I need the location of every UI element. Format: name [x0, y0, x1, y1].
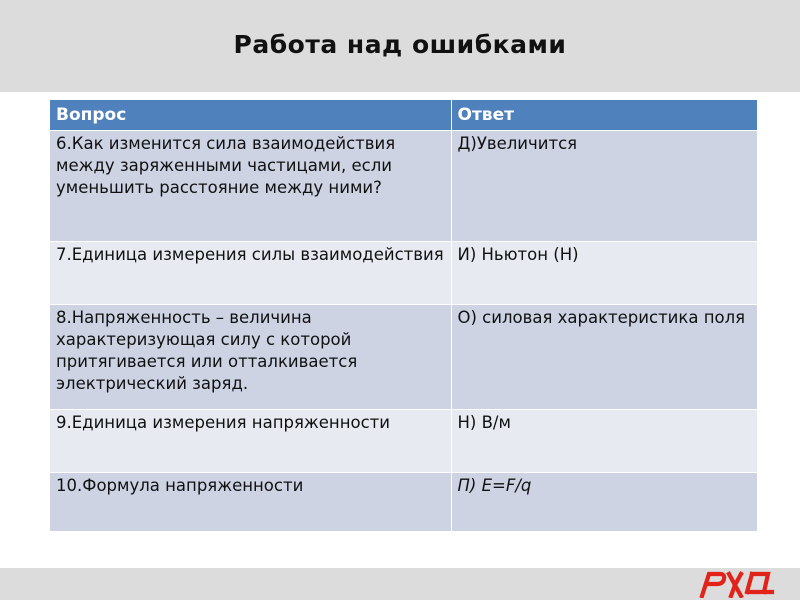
rzd-logo-icon	[698, 570, 778, 598]
table-row	[50, 410, 757, 473]
header-question: Вопрос	[50, 100, 451, 131]
answer-cell: Д)Увеличится	[451, 131, 757, 242]
question-cell: 7.Единица измерения силы взаимодействия	[50, 242, 451, 305]
qa-table	[50, 100, 758, 531]
question-cell: 10.Формула напряженности	[50, 473, 451, 532]
question-cell: 9.Единица измерения напряженности	[50, 410, 451, 473]
question-cell: 6.Как изменится сила взаимодействия между заряженными частицами, если уменьшить расстояние между ними?	[50, 131, 451, 242]
header-answer: Ответ	[451, 100, 757, 131]
answer-cell: О) силовая характеристика поля	[451, 305, 757, 410]
table-header-row	[50, 100, 757, 131]
answer-cell: И) Ньютон (Н)	[451, 242, 757, 305]
table-row	[50, 242, 757, 305]
qa-table-container	[50, 100, 757, 531]
answer-cell: П) E=F/q	[451, 473, 757, 532]
footer-band	[0, 568, 800, 600]
table-row	[50, 473, 757, 532]
answer-cell: Н) В/м	[451, 410, 757, 473]
slide-title: Работа над ошибками	[233, 30, 567, 59]
question-cell: 8.Напряженность – величина характеризующая силу с которой притягивается или отталкивается электрический заряд.	[50, 305, 451, 410]
table-row	[50, 305, 757, 410]
table-row	[50, 131, 757, 242]
